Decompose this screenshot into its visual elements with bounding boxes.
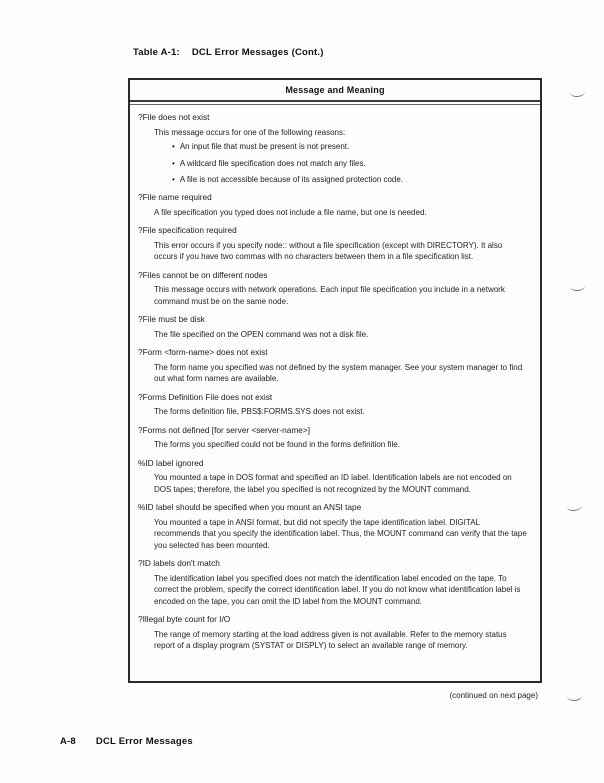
error-message: ?File specification required (138, 225, 237, 235)
error-description: The forms definition file, PBS$:FORMS.SYS does not exist. (154, 407, 365, 416)
error-description: A file specification you typed does not include a file name, but one is needed. (154, 207, 427, 217)
error-description: The identification label you specified does not match the identification label encoded on the tape. To correct the problem, specify the correct identification label. If you do not know what identification label is encoded on the tape, you can omit the ID label from the MOUNT command. (154, 573, 521, 606)
footer-title: DCL Error Messages (95, 736, 193, 747)
table-caption-title: DCL Error Messages (Cont.) (191, 47, 324, 58)
error-entry (138, 502, 528, 551)
error-message: ?Illegal byte count for I/O (138, 614, 231, 624)
list-item-text: A file is not accessible because of its assigned protection code. (179, 175, 404, 184)
error-description: The file specified on the OPEN command was not a disk file. (154, 329, 369, 339)
list-item (172, 141, 528, 152)
error-description: You mounted a tape in ANSI format, but did not specify the tape identification label. DIGITAL recommends that you specify the identification label. Thus, the MOUNT command can verify that the tape you selected has been mounted. (154, 517, 527, 550)
error-description: The range of memory starting at the load address given is not available. Refer to the memory status report of a display program (SYSTAT or DISPLY) to select an available range of memory. (154, 629, 507, 650)
error-entry (138, 112, 528, 185)
error-message: ?File name required (138, 192, 212, 202)
scan-artifact-mark (570, 90, 585, 97)
error-message: ?File must be disk (138, 314, 205, 324)
continued-note: (continued on next page) (449, 691, 538, 700)
table-caption (133, 47, 324, 58)
error-entry (138, 314, 528, 340)
error-description: This message occurs for one of the following reasons: (154, 127, 346, 137)
error-description: The form name you specified was not defined by the system manager. See your system manager to find out what form names are available. (154, 362, 523, 383)
error-message: %ID label should be specified when you mount an ANSI tape (138, 502, 362, 512)
error-entry (138, 192, 528, 218)
table-header-row (130, 80, 540, 102)
scan-artifact-mark (567, 504, 583, 512)
scan-artifact-mark (570, 284, 585, 291)
reason-list (172, 141, 528, 185)
error-message: ?File does not exist (138, 112, 210, 122)
error-entry (138, 425, 528, 451)
error-description: You mounted a tape in DOS format and specified an ID label. Identification labels are not encoded on DOS tapes; therefore, the label you specified is not recognized by the MOUNT command. (154, 473, 512, 494)
scan-artifact-mark (567, 695, 582, 702)
bullet-icon: • (172, 142, 175, 151)
table-body (130, 105, 540, 652)
error-entry (138, 614, 528, 652)
error-message: ?Forms Definition File does not exist (138, 391, 273, 402)
error-message: %ID label ignored (138, 457, 204, 468)
error-message: ?ID labels don't match (138, 558, 220, 568)
error-entry (138, 347, 528, 385)
error-description: This message occurs with network operations. Each input file specification you include in a network command must be on the same node. (154, 285, 505, 306)
page-footer (60, 736, 193, 747)
page-number: A-8 (60, 736, 76, 747)
error-entry (138, 225, 528, 263)
error-entry (138, 458, 528, 496)
bullet-icon: • (172, 175, 175, 184)
list-item (172, 158, 528, 169)
error-message: ?Form <form-name> does not exist (138, 347, 268, 357)
error-description: The forms you specified could not be found in the forms definition file. (154, 440, 400, 449)
error-entry (138, 392, 528, 418)
list-item-text: An input file that must be present is not present. (179, 142, 350, 151)
bullet-icon: • (172, 158, 175, 168)
error-entry (138, 558, 528, 607)
error-messages-table (128, 78, 542, 683)
error-message: ?Forms not defined [for server <server-name>] (138, 424, 311, 435)
error-entry (138, 270, 528, 308)
error-message: ?Files cannot be on different nodes (138, 269, 268, 280)
error-description: This error occurs if you specify node:: without a file specification (except with DIRECTORY). It also occurs if you have two commas with no characters between them in a file specification list. (154, 240, 503, 261)
table-caption-label: Table A-1: (133, 47, 180, 58)
list-item (172, 174, 528, 185)
list-item-text: A wildcard file specification does not match any files. (179, 158, 366, 168)
table-header-title: Message and Meaning (285, 85, 385, 95)
